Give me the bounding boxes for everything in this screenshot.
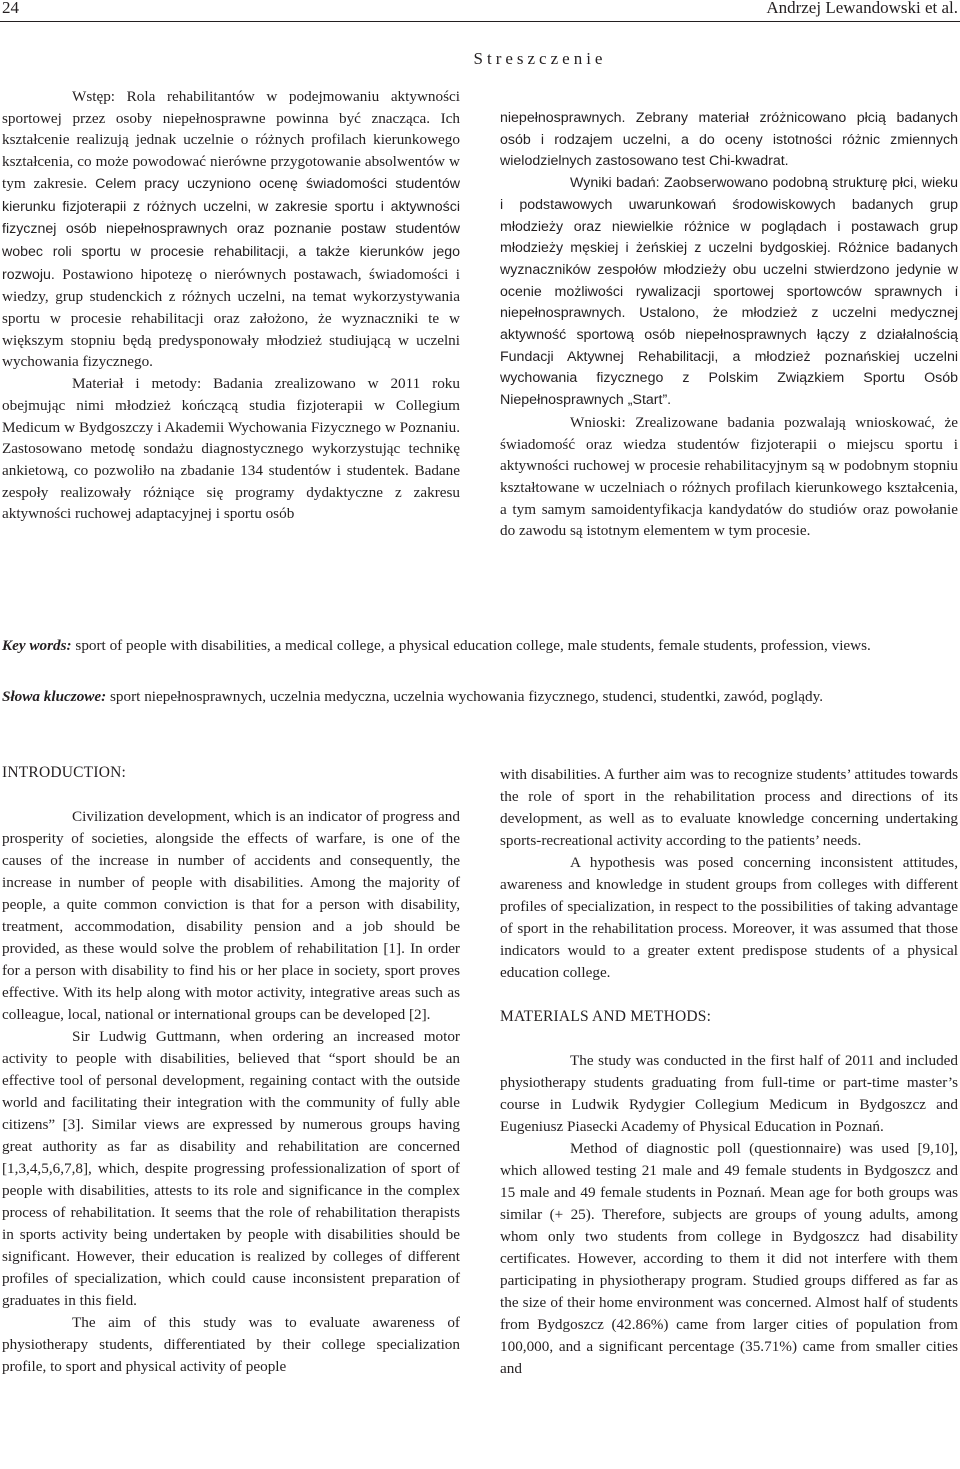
page-number: 24 [2, 0, 19, 17]
introduction-paragraph-3-continuation: with disabilities. A further aim was to recognize students’ attitudes towards the role of sport in the rehabilitation process and directions of its development, as well as to evaluate knowledge concerning undertaking sports-recreational activity according to the patients’ needs. [500, 766, 958, 849]
keywords-polish-label: Słowa kluczowe: [2, 688, 107, 705]
abstract-title: Streszczenie [473, 49, 607, 68]
section-spacer [500, 984, 958, 1006]
introduction-paragraph-4: A hypothesis was posed concerning inconsistent attitudes, awareness and knowledge in student groups from colleges with different profiles of specialization, in respect to the possibilities of taking advantage of sport in the rehabilitation process. Moreover, it was assumed that those indicators would to a greater extent predispose students of a physical education college. [500, 854, 958, 981]
abstract-methods-paragraph: Materiał i metody: Badania zrealizowano w 2011 roku obejmując nimi młodzież kończącą studia fizjoterapii w Collegium Medicum w Bydgoszczy i Akademii Wychowania Fizycznego w Poznaniu. Zastosowano metodę sondażu diagnostycznego wykorzystując technikę ankietową, co pozwoliło na zbadanie 134 studentów i studentek. Badane zespoły realizowały różniące się programy dydaktyczne z zakresu aktywności ruchowej adaptacyjnej i sportu osób [2, 375, 460, 523]
abstract-intro-text: Wstęp: Rola rehabilitantów w podejmowaniu aktywności sportowej przez osoby niepełnosprawne powinna być znacząca. Ich kształcenie realizują jednak uczelnie o różnych profilach kierunkowego kształcenia, co może powodować nierówne przygotowanie absolwentów w tym zakresie. [2, 88, 460, 192]
methods-paragraph-2: Method of diagnostic poll (questionnaire) was used [9,10], which allowed testing 21 male and 49 female students in Bydgoszcz and 15 male and 49 female students in Poznań. Mean age for both groups was similar (+ 25). Therefore, subjects are groups of young adults, among whom only two students from college in Bydgoszcz had disability certificates. However, according to them it did not interfere with them participating in physiotherapy program. Studied groups differed as far as the size of their home environment was concerned. Almost half of students from Bydgoszcz (42.86%) came from larger cities of population from 100,000, and a significant percentage (35.71%) came from smaller cities and [500, 1140, 958, 1377]
section-spacer [2, 784, 460, 806]
methods-heading: MATERIALS AND METHODS: [500, 1008, 712, 1025]
abstract-left-column [2, 86, 460, 525]
introduction-paragraph-3: The aim of this study was to evaluate awareness of physiotherapy students, differentiated by their college specialization profile, to sport and physical activity of people [2, 1314, 460, 1375]
keywords-english-text: sport of people with disabilities, a medical college, a physical education college, male students, female students, profession, views. [71, 637, 871, 654]
abstract-right-column [500, 108, 958, 542]
abstract-conclusions-paragraph: Wnioski: Zrealizowane badania pozwalają wnioskować, że świadomość oraz wiedza studentów fizjoterapii o miejscu sportu i aktywności ruchowej w procesie rehabilitacyjnym są w podobnym stopniu kształtowane w uczelniach o różnych profilach kierunkowego kształcenia, a tym samym samoidentyfikacja kandydatów do studiów oraz powołanie do zawodu są istotnym elementem w tym procesie. [500, 413, 958, 540]
keywords-polish-text: sport niepełnosprawnych, uczelnia medyczna, uczelnia wychowania fizycznego, studenci, studentki, zawód, poglądy. [106, 688, 824, 705]
abstract-results-paragraph: Wyniki badań: Zaobserwowano podobną strukturę płci, wieku i podstawowych uwarunkowań środowiskowych badanych grup młodzieży oraz niewielkie różnice w poglądach i postawach grup młodzieży męskiej i żeńskiej z uczelni bydgoskiej. Różnice badanych wyznaczników zespołów młodzieży obu uczelni stwierdzono jedynie w ocenie możliwości rywalizacji sportowej sportowców sprawnych i niepełnosprawnych. Ustalono, że młodzież z uczelni medycznej aktywność sportową osób niepełnosprawnych łączy z działalnością Fundacji Aktywnej Rehabilitacji, a młodzież poznańskiej uczelni wychowania fizycznego z Polskim Związkiem Sportu Osób Niepełnosprawnych „Start”. [500, 175, 958, 409]
abstract-paragraph [2, 86, 460, 373]
abstract-hypothesis-text: Postawiono hipotezę o nierównych postawach, świadomości i wiedzy, grup studenckich z różnych uczelni, na temat wykorzystywania sportu w procesie rehabilitacji oraz założono, że wyznaczniki te w większym stopniu będą predysponowały młodzież studiującą w uczelni wychowania fizycznego. [2, 265, 460, 371]
keywords-polish [2, 685, 958, 709]
methods-paragraph-1: The study was conducted in the first half of 2011 and included physiotherapy students graduating from full-time or part-time master’s course in Ludwik Rydygier Collegium Medicum in Bydgoszcz and Eugeniusz Piasecki Academy of Physical Education in Poznań. [500, 1052, 958, 1135]
abstract-methods-continuation: niepełnosprawnych. Zebrany materiał zróżnicowano płcią badanych osób i rodzajem uczelni, a do oceny istotności różnic zmiennych wielodzielnych zastosowano test Chi-kwadrat. [500, 110, 958, 170]
body-left-column [2, 762, 460, 1378]
keywords-english [2, 634, 958, 658]
keywords-english-label: Key words: [2, 637, 72, 654]
introduction-heading: INTRODUCTION: [2, 764, 127, 781]
body-right-column [500, 764, 958, 1380]
introduction-paragraph-1: Civilization development, which is an indicator of progress and prosperity of societies, alongside the effects of warfare, is one of the causes of the increase in number of accidents and consequently, the increase in number of people with disabilities. Among the majority of people, a quite common conviction is that for a person with disability, treatment, accommodation, disability pension and a job should be provided, as these would solve the problem of rehabilitation [1]. In order for a person with disability to find his or her place in society, sport proves effective. With its help along with motor activity, integrative areas such as colleague, local, national or international groups can be developed [2]. [2, 808, 460, 1023]
page-header [0, 0, 960, 22]
abstract-aim-text: Celem pracy uczyniono ocenę świadomości studentów kierunku fizjoterapii z różnych uczelni, w zakresie sportu i aktywności fizycznej osób niepełnosprawnych oraz poznanie postaw studentów wobec roli sportu w procesie rehabilitacji, a także kierunków jego rozwoju. [2, 175, 461, 283]
section-spacer [500, 1028, 958, 1050]
running-title: Andrzej Lewandowski et al. [766, 0, 958, 17]
introduction-paragraph-2: Sir Ludwig Guttmann, when ordering an increased motor activity to people with disabilities, believed that “sport should be an effective tool of personal development, regaining contact with the outside world and facilitating their integration with the community of fully able citizens” [3]. Similar views are expressed by numerous groups having great authority as far as disability and rehabilitation are concerned [1,3,4,5,6,7,8], which, despite progressing professionalization of sport of people with disabilities, attests to its role and significance in the complex process of rehabilitation. It seems that the role of rehabilitation therapists in sports activity being undertaken by people with disabilities should be significant. However, their education is realized by colleges of different profiles of specialization, which could cause inconsistent preparation of graduates in this field. [2, 1028, 460, 1309]
